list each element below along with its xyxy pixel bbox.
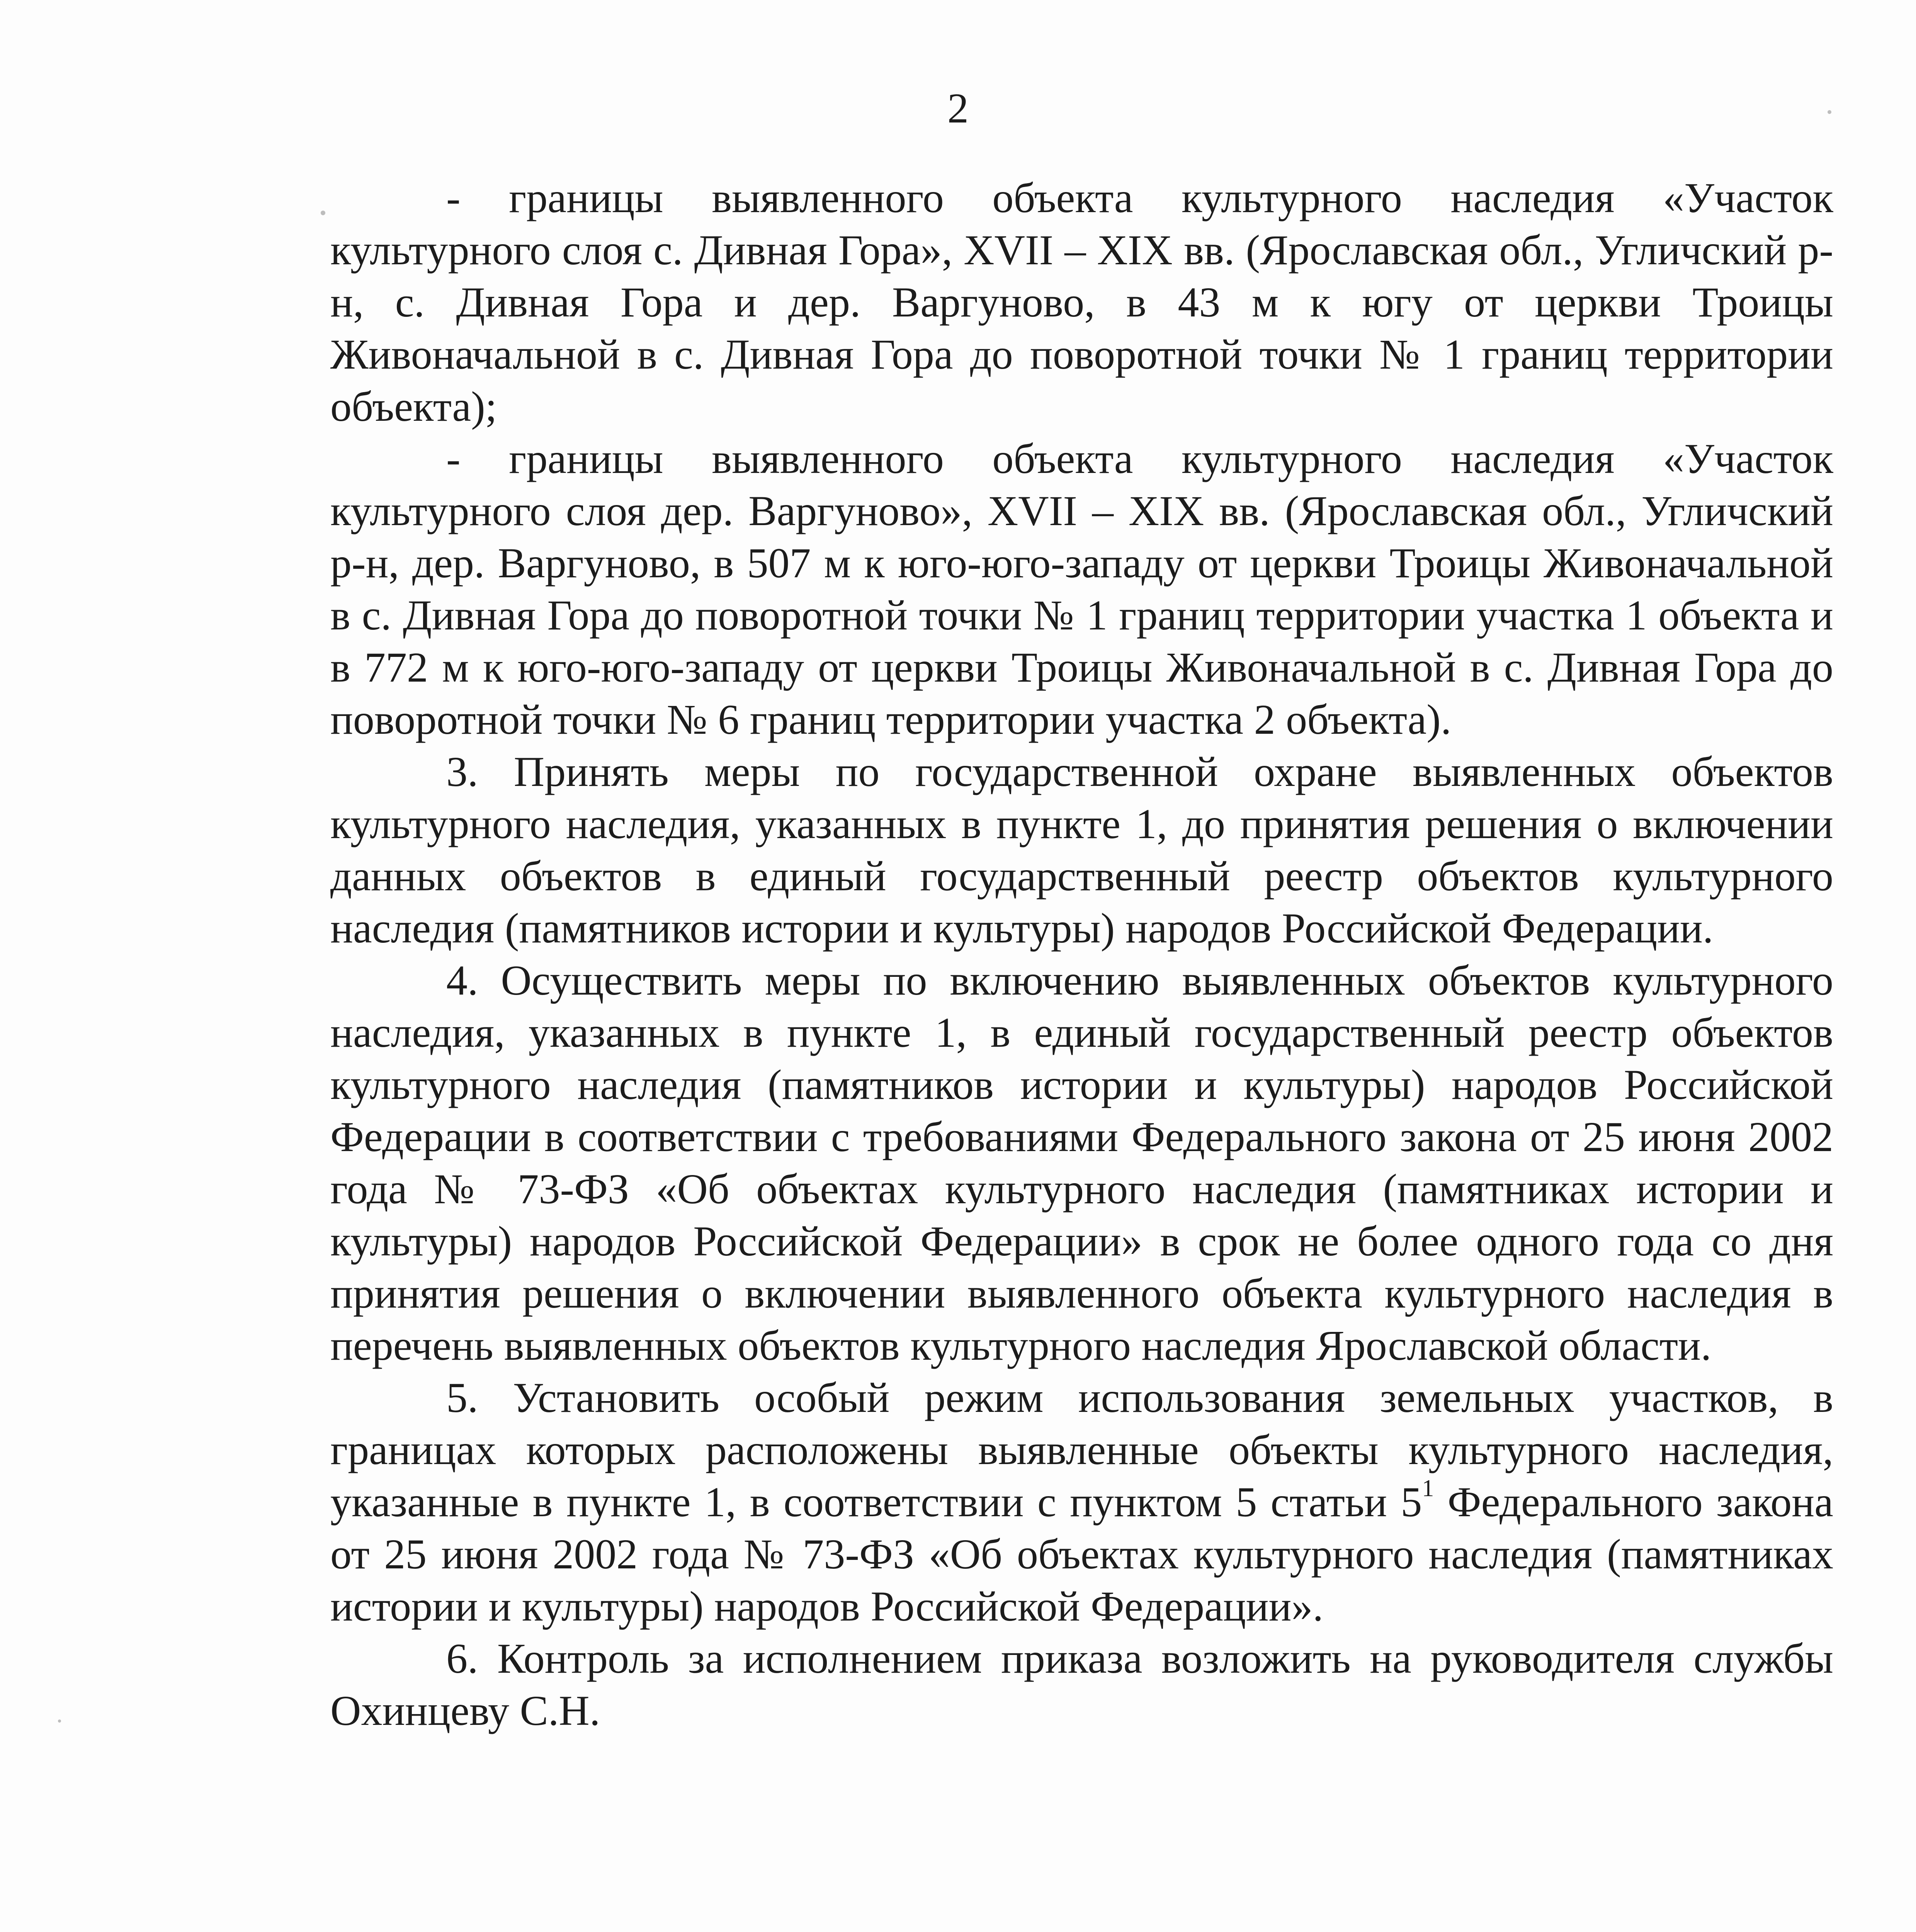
paragraph-item-6: 6. Контроль за исполнением приказа возложить на руководителя службы Охинцеву С.Н. bbox=[330, 1635, 1833, 1734]
scan-speck bbox=[321, 211, 325, 215]
paragraph-item-5-text: 5. Установить особый режим использования земельных участков, в границах которых расположены выявленные объекты культурного наследия, указанные в пункте 1, в соответствии с пунктом 5 статьи 5 bbox=[330, 1374, 1833, 1526]
paragraph-item-4: 4. Осуществить меры по включению выявленных объектов культурного наследия, указанных в пункте 1, в единый государственный реестр объектов культурного наследия (памятников истории и культуры) народов Российской Федерации в соответствии с требованиями Федерального закона от 25 июня 2002 года № 73-ФЗ «Об объектах культурного наследия (памятниках истории и культуры) народов Российской Федерации» в срок не более одного года со дня принятия решения о включении выявленного объекта культурного наследия в перечень выявленных объектов культурного наследия Ярославской области. bbox=[330, 957, 1833, 1369]
paragraph-item-3: 3. Принять меры по государственной охране выявленных объектов культурного наследия, указанных в пункте 1, до принятия решения о включении данных объектов в единый государственный реестр объектов культурного наследия (памятников истории и культуры) народов Российской Федерации. bbox=[330, 748, 1833, 952]
page-number: 2 bbox=[947, 85, 969, 132]
paragraph-item-5-continuation: Федерального закона от 25 июня 2002 года № 73-ФЗ «Об объектах культурного наследия (памятниках истории и культуры) народов Российской Федерации». bbox=[330, 1478, 1833, 1630]
document-body bbox=[330, 172, 1833, 1737]
scan-speck bbox=[58, 1719, 61, 1723]
paragraph-boundary-divnaya-gora: - границы выявленного объекта культурного наследия «Участок культурного слоя с. Дивная Гора», XVII – XIX вв. (Ярославская обл., Угличский р-н, с. Дивная Гора и дер. Варгуново, в 43 м к югу от церкви Троицы Живоначальной в с. Дивная Гора до поворотной точки № 1 границ территории объекта); bbox=[330, 174, 1833, 430]
paragraph-item-5 bbox=[330, 1372, 1833, 1633]
scan-speck bbox=[1828, 110, 1831, 114]
paragraph-boundary-vargunovo: - границы выявленного объекта культурного наследия «Участок культурного слоя дер. Варгуново», XVII – XIX вв. (Ярославская обл., Угличский р-н, дер. Варгуново, в 507 м к юго-юго-западу от церкви Троицы Живоначальной в с. Дивная Гора до поворотной точки № 1 границ территории участка 1 объекта и в 772 м к юго-юго-западу от церкви Троицы Живоначальной в с. Дивная Гора до поворотной точки № 6 границ территории участка 2 объекта). bbox=[330, 435, 1833, 743]
article-superscript: 1 bbox=[1422, 1475, 1434, 1502]
